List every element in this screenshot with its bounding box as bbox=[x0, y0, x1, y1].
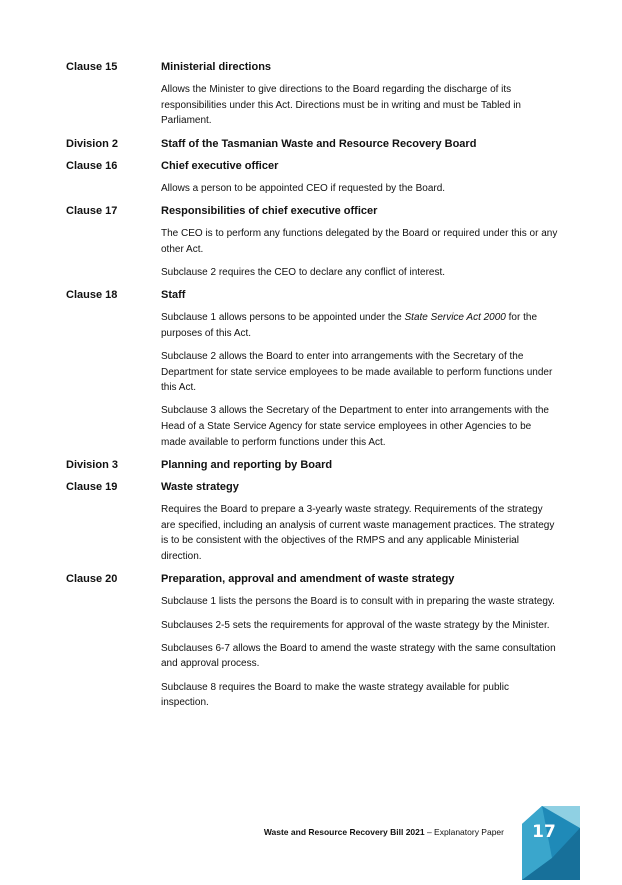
section-paragraph: Subclause 1 lists the persons the Board is to consult with in preparing the waste strategy. bbox=[161, 596, 555, 608]
section-paragraph: Subclause 3 allows the Secretary of the Department to enter into arrangements with the Head of a State Service Agency for state service employees in other Agencies to be made available to perform functions under this Act. bbox=[161, 405, 549, 448]
section-heading: Planning and reporting by Board bbox=[161, 459, 333, 472]
paragraph-text: for the purposes of this Act. bbox=[161, 311, 538, 339]
section bbox=[66, 288, 558, 451]
section bbox=[66, 204, 558, 281]
section-header bbox=[66, 288, 558, 303]
page-number-badge bbox=[522, 806, 580, 880]
section-label: Division 2 bbox=[66, 137, 118, 150]
section-header bbox=[66, 137, 558, 152]
section-heading: Staff of the Tasmanian Waste and Resource Recovery Board bbox=[161, 137, 477, 150]
section-label: Clause 20 bbox=[66, 573, 118, 586]
section-heading: Chief executive officer bbox=[161, 159, 279, 172]
footer-title: Waste and Resource Recovery Bill 2021 bbox=[263, 827, 425, 837]
act-title: State Service Act 2000 bbox=[404, 311, 506, 323]
section-paragraph: Subclauses 6-7 allows the Board to amend the waste strategy with the same consultation and approval process. bbox=[161, 642, 556, 670]
section-label: Clause 17 bbox=[66, 204, 118, 217]
paragraph-text: Subclause 1 allows persons to be appointed under the bbox=[161, 311, 405, 323]
document-body bbox=[66, 60, 558, 719]
section-paragraph: Subclause 2 allows the Board to enter into arrangements with the Secretary of the Department for state service employees to be made available to perform functions under this Act. bbox=[161, 350, 553, 394]
page-number: 17 bbox=[532, 822, 556, 842]
section-label: Clause 15 bbox=[66, 61, 118, 73]
section-paragraph: Subclauses 2-5 sets the requirements for approval of the waste strategy by the Minister. bbox=[161, 619, 550, 631]
page-footer bbox=[264, 826, 504, 838]
section-heading: Ministerial directions bbox=[161, 61, 272, 73]
badge-shape bbox=[522, 806, 580, 880]
section-paragraph: Subclause 2 requires the CEO to declare any conflict of interest. bbox=[161, 266, 446, 278]
section-header bbox=[66, 60, 558, 75]
section bbox=[66, 159, 558, 197]
section bbox=[66, 137, 558, 152]
section-heading: Preparation, approval and amendment of waste strategy bbox=[161, 573, 455, 586]
section-paragraph: The CEO is to perform any functions delegated by the Board or required under this or any other Act. bbox=[161, 227, 558, 255]
section-header bbox=[66, 572, 558, 587]
section-paragraph: Subclause 8 requires the Board to make the waste strategy available for public inspection. bbox=[161, 681, 509, 709]
section-header bbox=[66, 458, 558, 473]
section-header bbox=[66, 480, 558, 495]
section-heading: Waste strategy bbox=[161, 481, 239, 494]
section-header bbox=[66, 204, 558, 219]
section-paragraph: Requires the Board to prepare a 3-yearly waste strategy. Requirements of the strategy are specified, including an analysis of current waste management practices. The strategy is to be consistent with the objectives of the RMPS and any applicable Ministerial direction. bbox=[161, 504, 555, 563]
section bbox=[66, 458, 558, 473]
section bbox=[66, 60, 558, 129]
section bbox=[66, 480, 558, 565]
section bbox=[66, 572, 558, 711]
section-label: Clause 16 bbox=[66, 159, 118, 172]
section-label: Clause 18 bbox=[66, 288, 118, 301]
section-paragraph bbox=[161, 310, 558, 341]
section-heading: Responsibilities of chief executive officer bbox=[161, 204, 378, 217]
section-paragraph: Allows the Minister to give directions to the Board regarding the discharge of its responsibilities under this Act. Directions must be in writing and must be Tabled in Parliament. bbox=[161, 84, 521, 127]
section-paragraph: Allows a person to be appointed CEO if requested by the Board. bbox=[161, 182, 446, 194]
section-label: Division 3 bbox=[66, 459, 118, 472]
section-header bbox=[66, 159, 558, 174]
section-label: Clause 19 bbox=[66, 481, 118, 494]
footer-suffix: – Explanatory Paper bbox=[424, 827, 504, 837]
section-heading: Staff bbox=[161, 288, 186, 301]
